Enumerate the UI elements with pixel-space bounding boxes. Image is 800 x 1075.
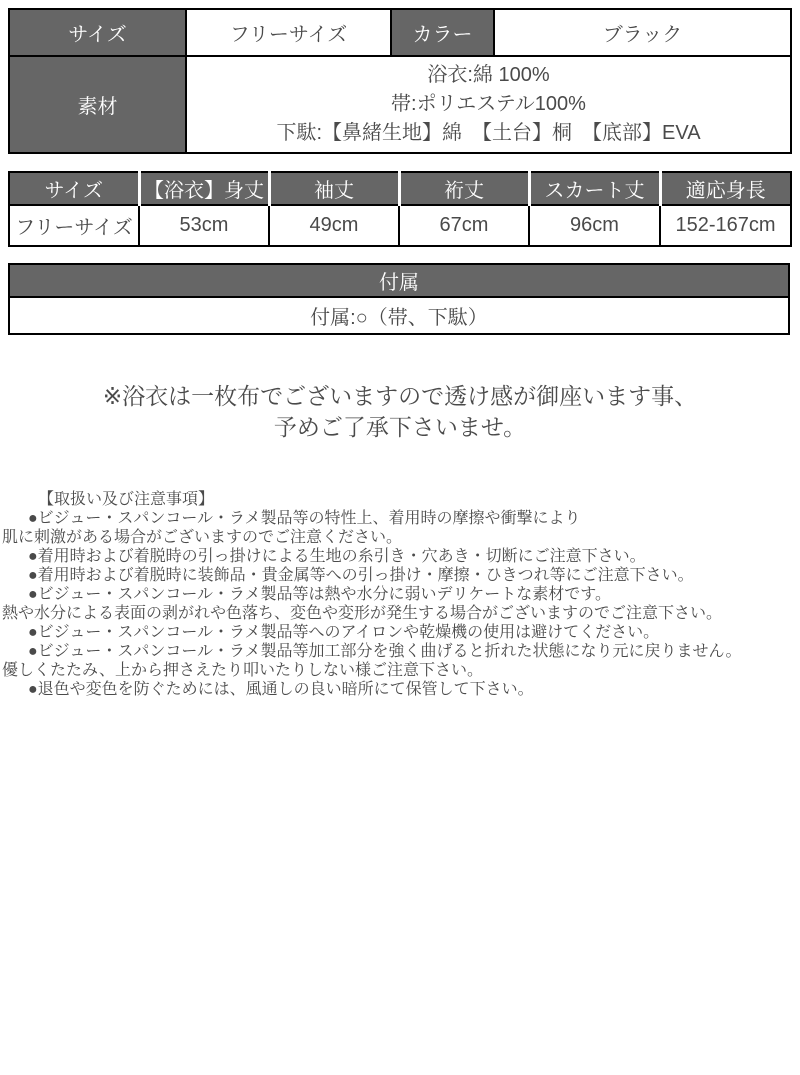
care-note-line: ●着用時および着脱時に装飾品・貴金属等への引っ掛け・摩擦・ひきつれ等にご注意下さい。 — [28, 567, 694, 584]
cell-height-range: 152-167cm — [660, 205, 791, 246]
care-note-line: 優しくたたみ、上から押さえたり叩いたりしない様ご注意下さい。 — [2, 662, 483, 679]
size-label-cell: サイズ — [9, 9, 186, 56]
header-sleeve-length: 袖丈 — [269, 172, 399, 205]
care-note-line: ●退色や変色を防ぐためには、風通しの良い暗所にて保管して下さい。 — [28, 681, 534, 698]
care-notes-title: 【取扱い及び注意事項】 — [38, 491, 215, 508]
size-chart-table — [8, 171, 792, 247]
care-note-line: ●ビジュー・スパンコール・ラメ製品等へのアイロンや乾燥機の使用は避けてください。 — [28, 624, 660, 641]
sheer-notice-line2: 予めご了承下さいませ。 — [273, 414, 527, 440]
care-note-line: ●ビジュー・スパンコール・ラメ製品等加工部分を強く曲げると折れた状態になり元に戻りません。 — [28, 643, 742, 660]
product-spec-page — [0, 8, 800, 699]
header-yuki-length: 裄丈 — [399, 172, 529, 205]
care-note-line: 熱や水分による表面の剥がれや色落ち、変色や変形が発生する場合がございますのでご注意下さい。 — [2, 605, 723, 622]
material-line-yukata: 浴衣:綿 100% — [427, 64, 550, 86]
sheer-notice — [0, 381, 800, 443]
header-skirt-length: スカート丈 — [529, 172, 660, 205]
header-height-range: 適応身長 — [660, 172, 791, 205]
accessory-table — [8, 263, 790, 335]
info-table — [8, 8, 792, 154]
care-note-line: 肌に刺激がある場合がございますのでご注意ください。 — [2, 529, 403, 546]
care-note-line: ●ビジュー・スパンコール・ラメ製品等は熱や水分に弱いデリケートな素材です。 — [28, 586, 611, 603]
header-size: サイズ — [9, 172, 139, 205]
color-value-cell: ブラック — [494, 9, 791, 56]
cell-yuki-length: 67cm — [399, 205, 529, 246]
accessory-header-cell: 付属 — [9, 264, 789, 297]
material-line-obi: 帯:ポリエステル100% — [391, 93, 586, 115]
material-label-cell: 素材 — [9, 56, 186, 153]
cell-body-length: 53cm — [139, 205, 269, 246]
sheer-notice-line1: ※浴衣は一枚布でございますので透け感が御座います事、 — [102, 383, 698, 409]
size-chart-header-row — [9, 172, 791, 205]
material-line-geta: 下駄:【鼻緒生地】綿 【土台】桐 【底部】EVA — [276, 122, 701, 144]
care-notes — [0, 490, 798, 699]
care-note-line: ●着用時および着脱時の引っ掛けによる生地の糸引き・穴あき・切断にご注意下さい。 — [28, 548, 646, 565]
material-value-cell — [186, 56, 791, 153]
size-chart-value-row — [9, 205, 791, 246]
size-value-cell: フリーサイズ — [186, 9, 391, 56]
cell-size: フリーサイズ — [9, 205, 139, 246]
cell-skirt-length: 96cm — [529, 205, 660, 246]
cell-sleeve-length: 49cm — [269, 205, 399, 246]
header-body-length: 【浴衣】身丈 — [139, 172, 269, 205]
color-label-cell: カラー — [391, 9, 494, 56]
accessory-value-cell: 付属:○（帯、下駄） — [9, 297, 789, 334]
care-note-line: ●ビジュー・スパンコール・ラメ製品等の特性上、着用時の摩擦や衝撃により — [28, 510, 581, 527]
